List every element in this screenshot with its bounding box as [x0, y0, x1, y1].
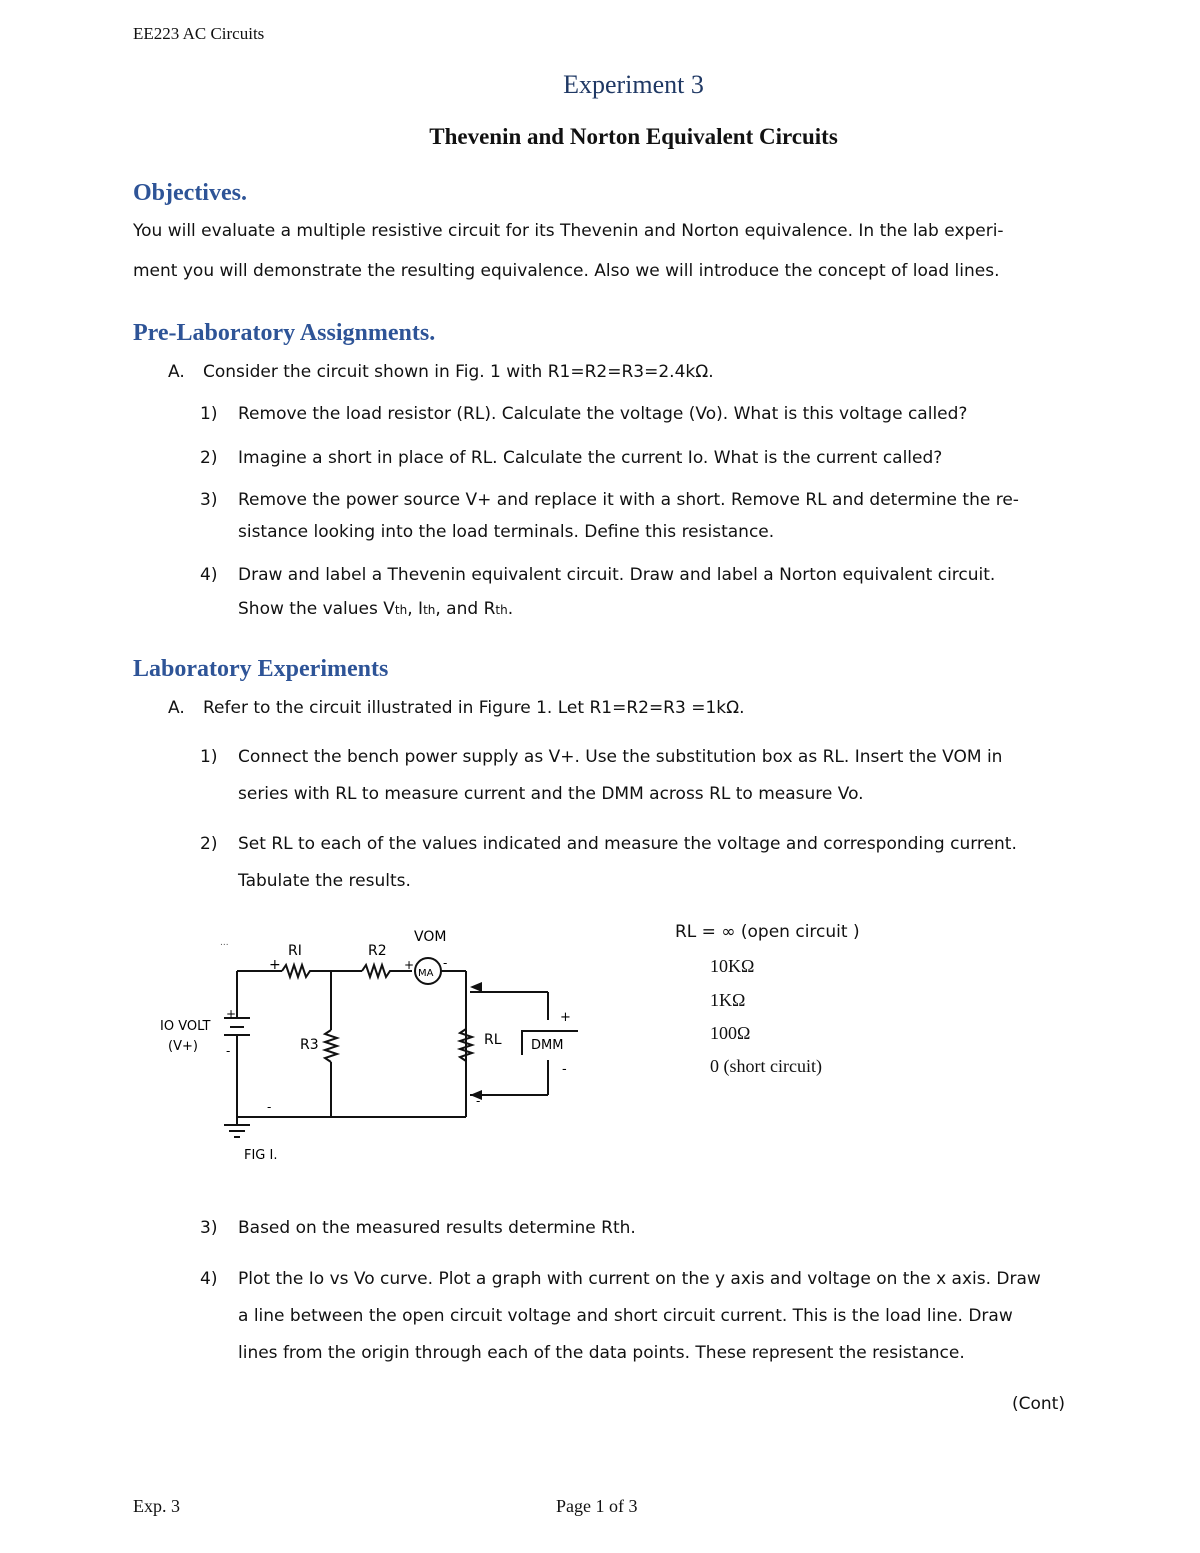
fig-top-mark: ...	[220, 938, 229, 948]
source-label: IO VOLT	[160, 1019, 211, 1034]
prelab-item-2-text: Imagine a short in place of RL. Calculate the current Io. What is the current called?	[238, 448, 943, 468]
source-minus: -	[226, 1044, 231, 1058]
page-subtitle: Thevenin and Norton Equivalent Circuits	[429, 124, 838, 149]
objectives-line-2: ment you will demonstrate the resulting equivalence. Also we will introduce the concept of load lines.	[133, 261, 1000, 281]
lab-item-a-text: Refer to the circuit illustrated in Figure 1. Let R1=R2=R3 =1kΩ.	[203, 698, 745, 718]
prelab-item-a-text: Consider the circuit shown in Fig. 1 with R1=R2=R3=2.4kΩ.	[203, 362, 714, 382]
dmm-minus: -	[562, 1062, 567, 1077]
circuit-figure	[140, 915, 600, 1175]
rl-open-circuit: RL = ∞ (open circuit )	[675, 922, 860, 942]
prelab-item-a-letter: A.	[168, 362, 185, 382]
lab-item-2-text-2: Tabulate the results.	[238, 871, 411, 891]
show-values-text: Show the values	[238, 599, 384, 619]
lab-item-2-text-1: Set RL to each of the values indicated and measure the voltage and corresponding current.	[238, 834, 1017, 854]
lab-item-2-num: 2)	[200, 834, 218, 854]
dmm-label: DMM	[531, 1038, 564, 1053]
lab-item-1-text-2: series with RL to measure current and the DMM across RL to measure Vo.	[238, 784, 864, 804]
r1-label: RI	[288, 943, 302, 959]
objectives-heading: Objectives.	[133, 180, 247, 206]
bottom-minus: -	[267, 1100, 272, 1114]
lab-item-4-num: 4)	[200, 1269, 218, 1289]
lab-item-3-text: Based on the measured results determine Rth.	[238, 1218, 636, 1238]
prelab-heading: Pre-Laboratory Assignments.	[133, 320, 436, 346]
dmm-arrow-top	[470, 982, 482, 992]
prelab-item-1-num: 1)	[200, 404, 218, 424]
prelab-item-3-text-1: Remove the power source V+ and replace it with a short. Remove RL and determine the re-	[238, 490, 1019, 510]
ith-symbol: , I	[407, 599, 424, 619]
ith-subscript: th	[423, 603, 436, 617]
vth-symbol: V	[383, 599, 395, 619]
prelab-item-2-num: 2)	[200, 448, 218, 468]
footer-page-number: Page 1 of 3	[556, 1496, 638, 1516]
rl-minus: -	[476, 1094, 481, 1108]
vth-subscript: th	[394, 603, 408, 617]
rth-subscript: th	[495, 603, 508, 617]
r1-plus: +	[269, 957, 281, 973]
source-sub-label: (V+)	[168, 1039, 198, 1054]
dmm-plus: +	[560, 1010, 571, 1025]
lab-item-1-num: 1)	[200, 747, 218, 767]
r3-resistor	[325, 1030, 337, 1062]
prelab-item-4-text-2	[238, 599, 513, 619]
rl-value-short: 0 (short circuit)	[710, 1056, 822, 1076]
prelab-item-4-num: 4)	[200, 565, 218, 585]
prelab-item-3-num: 3)	[200, 490, 218, 510]
lab-heading: Laboratory Experiments	[133, 656, 389, 682]
page-title: Experiment 3	[563, 70, 704, 99]
lab-item-4-text-3: lines from the origin through each of the data points. These represent the resistance.	[238, 1343, 965, 1363]
page-header: EE223 AC Circuits	[133, 24, 265, 43]
figure-caption: FIG I.	[244, 1148, 278, 1163]
lab-item-4-text-1: Plot the Io vs Vo curve. Plot a graph with current on the y axis and voltage on the x axis. Draw	[238, 1269, 1041, 1289]
meter-label: VOM	[414, 929, 447, 945]
rl-label: RL	[484, 1032, 502, 1048]
r2-label: R2	[368, 943, 387, 959]
source-plus: +	[226, 1007, 237, 1021]
r3-label: R3	[300, 1037, 319, 1053]
objectives-line-1: You will evaluate a multiple resistive circuit for its Thevenin and Norton equivalence. In the lab experi-	[133, 221, 1004, 241]
rl-value-10k: 10KΩ	[710, 956, 755, 976]
meter-symbol: MA	[418, 968, 434, 979]
rl-value-100: 100Ω	[710, 1023, 751, 1043]
prelab-item-1-text: Remove the load resistor (RL). Calculate the voltage (Vo). What is this voltage called?	[238, 404, 968, 424]
continued-note: (Cont)	[1012, 1394, 1065, 1414]
lab-item-a-letter: A.	[168, 698, 185, 718]
r1-resistor	[282, 965, 318, 977]
meter-plus: +	[404, 958, 415, 972]
period: .	[507, 599, 514, 619]
lab-item-4-text-2: a line between the open circuit voltage and short circuit current. This is the load line. Draw	[238, 1306, 1013, 1326]
prelab-item-4-text-1: Draw and label a Thevenin equivalent circuit. Draw and label a Norton equivalent circuit.	[238, 565, 996, 585]
footer-exp: Exp. 3	[133, 1496, 180, 1516]
lab-item-1-text-1: Connect the bench power supply as V+. Use the substitution box as RL. Insert the VOM in	[238, 747, 1003, 767]
rth-symbol: , and R	[435, 599, 496, 619]
prelab-item-3-text-2: sistance looking into the load terminals. Define this resistance.	[238, 522, 775, 542]
meter-minus: -	[443, 956, 448, 970]
lab-item-3-num: 3)	[200, 1218, 218, 1238]
rl-value-1k: 1KΩ	[710, 990, 746, 1010]
